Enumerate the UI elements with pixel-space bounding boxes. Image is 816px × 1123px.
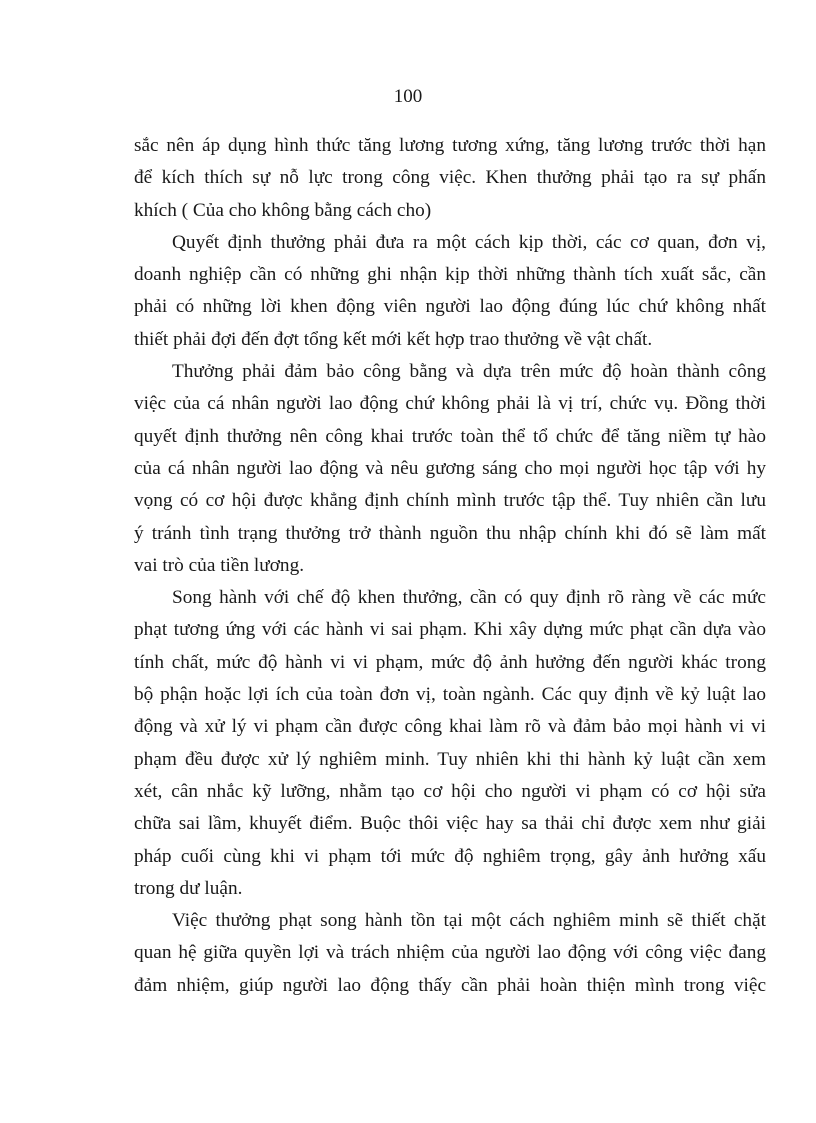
text-line: ý tránh tình trạng thưởng trở thành nguồn thu nhập chính khi đó sẽ làm mất [134,522,766,544]
text-line: Thưởng phải đảm bảo công bằng và dựa trên mức độ hoàn thành công [172,361,766,383]
text-line: để kích thích sự nỗ lực trong công việc. Khen thưởng phải tạo ra sự phấn [134,167,766,189]
body-text [134,130,766,1002]
text-line: vai trò của tiền lương. [134,554,305,576]
text-line: phải có những lời khen động viên người lao động đúng lúc chứ không nhất [134,296,766,318]
text-line: xét, cân nhắc kỹ lưỡng, nhằm tạo cơ hội cho người vi phạm có cơ hội sửa [134,780,766,802]
text-line: chữa sai lầm, khuyết điểm. Buộc thôi việc hay sa thải chỉ được xem như giải [134,813,766,835]
text-line: việc của cá nhân người lao động chứ không phải là vị trí, chức vụ. Đồng thời [134,393,766,415]
text-line: doanh nghiệp cần có những ghi nhận kịp thời những thành tích xuất sắc, cần [134,264,766,286]
text-line: phạm đều được xử lý nghiêm minh. Tuy nhiên khi thi hành kỷ luật cần xem [134,748,766,770]
text-line: thiết phải đợi đến đợt tổng kết mới kết hợp trao thưởng về vật chất. [134,328,653,350]
text-line: quan hệ giữa quyền lợi và trách nhiệm của người lao động với công việc đang [134,942,766,964]
text-line: Quyết định thưởng phải đưa ra một cách kịp thời, các cơ quan, đơn vị, [172,231,766,253]
text-line: bộ phận hoặc lợi ích của toàn đơn vị, toàn ngành. Các quy định về kỷ luật lao [134,684,766,706]
text-line: sắc nên áp dụng hình thức tăng lương tương xứng, tăng lương trước thời hạn [134,135,766,156]
text-line: pháp cuối cùng khi vi phạm tới mức độ nghiêm trọng, gây ảnh hưởng xấu [134,845,766,867]
text-line: quyết định thưởng nên công khai trước toàn thể tổ chức để tăng niềm tự hào [134,425,766,447]
text-line: vọng có cơ hội được khẳng định chính mình trước tập thể. Tuy nhiên cần lưu [134,490,766,512]
text-line: Song hành với chế độ khen thưởng, cần có quy định rõ ràng về các mức [172,587,766,609]
text-line: trong dư luận. [134,877,243,899]
text-line: phạt tương ứng với các hành vi sai phạm. Khi xây dựng mức phạt cần dựa vào [134,619,766,641]
text-line: khích ( Của cho không bằng cách cho) [134,199,432,221]
text-line: của cá nhân người lao động và nêu gương sáng cho mọi người học tập với hy [134,457,766,479]
text-line: Việc thưởng phạt song hành tồn tại một cách nghiêm minh sẽ thiết chặt [172,910,766,932]
text-line: tính chất, mức độ hành vi vi phạm, mức độ ảnh hưởng đến người khác trong [134,651,766,673]
text-line: đảm nhiệm, giúp người lao động thấy cần phải hoàn thiện mình trong việc [134,974,766,996]
page-number: 100 [393,86,423,107]
text-line: động và xử lý vi phạm cần được công khai làm rõ và đảm bảo mọi hành vi vi [134,716,766,738]
